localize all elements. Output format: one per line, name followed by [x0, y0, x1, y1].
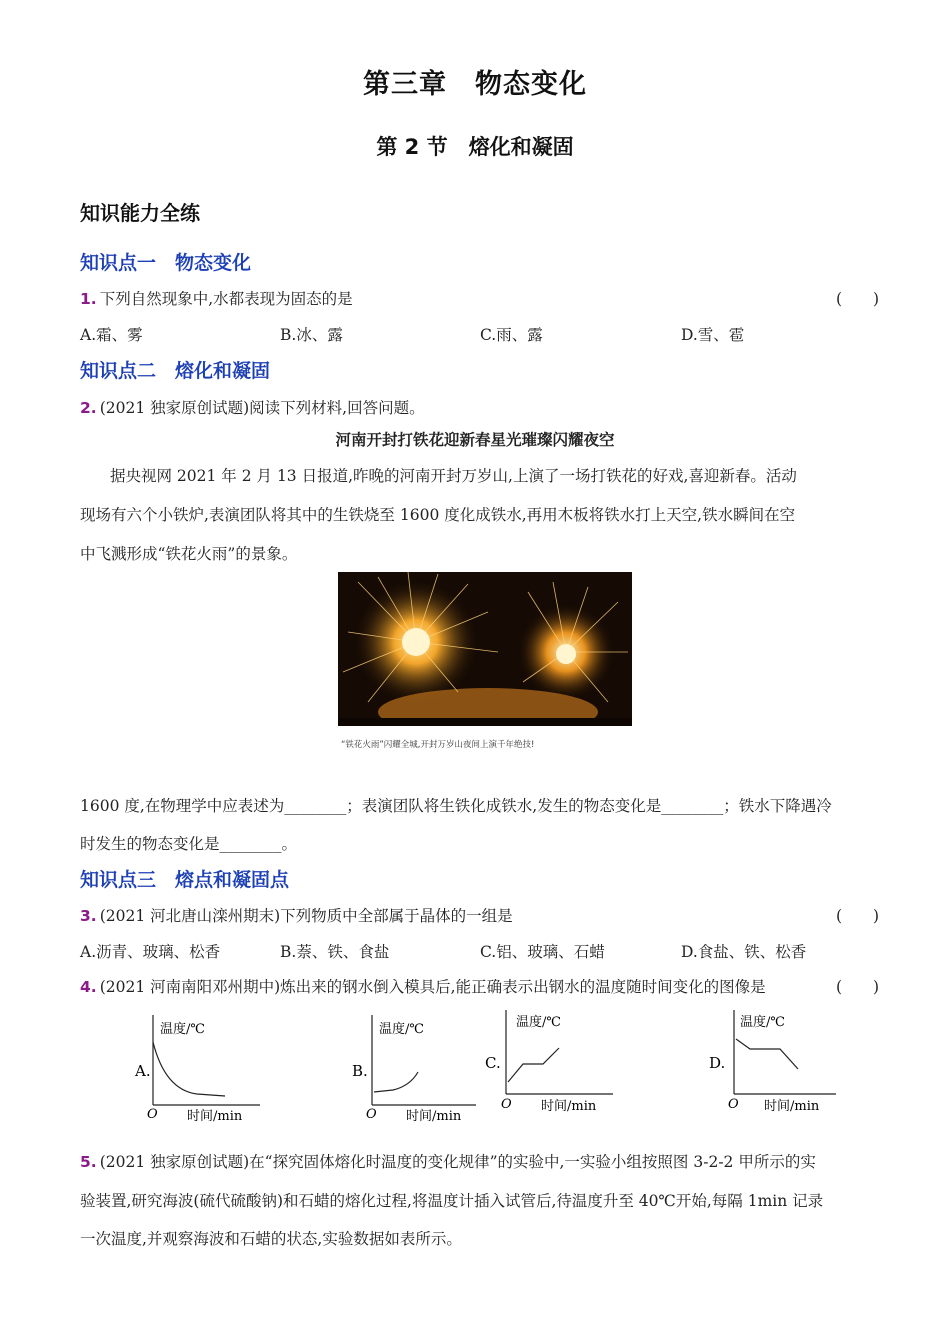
- article-line-1: 据央视网 2021 年 2 月 13 日报道,昨晚的河南开封万岁山,上演了一场打铁花的好戏,喜迎新春。活动: [110, 467, 797, 485]
- iron-flower-photo: [338, 572, 632, 726]
- section-title: 第 2 节 熔化和凝固: [376, 135, 574, 159]
- graph-curve: [736, 1039, 798, 1069]
- iron-flower-illustration: [338, 572, 632, 726]
- option-a: A.沥青、玻璃、松香: [80, 943, 221, 961]
- origin-label: O: [728, 1097, 739, 1112]
- graph-curve: [374, 1072, 418, 1092]
- option-d: D.食盐、铁、松香: [681, 943, 807, 961]
- x-axis-label: 时间/min: [764, 1099, 820, 1114]
- question-text-line-1: (2021 独家原创试题)在“探究固体熔化时温度的变化规律”的实验中,一实验小组按照图 3-2-2 甲所示的实: [99, 1153, 816, 1171]
- x-axis-label: 时间/min: [541, 1099, 597, 1114]
- option-b: B.萘、铁、食盐: [280, 943, 390, 961]
- option-d: D.雪、雹: [681, 326, 745, 344]
- origin-label: O: [366, 1107, 377, 1122]
- question-number: 4.: [80, 978, 97, 996]
- origin-label: O: [501, 1097, 512, 1112]
- knowledge-point-1: 知识点一 物态变化: [80, 252, 252, 274]
- graph-c: [483, 1004, 623, 1119]
- question-number: 3.: [80, 907, 97, 925]
- option-b: B.冰、露: [280, 326, 343, 344]
- question-text-line-3: 一次温度,并观察海波和石蜡的状态,实验数据如表所示。: [80, 1230, 462, 1248]
- fill-blank-line-2: 时发生的物态变化是________。: [80, 835, 298, 853]
- x-axis-label: 时间/min: [187, 1109, 243, 1124]
- graph-curve: [153, 1042, 225, 1096]
- question-text: (2021 河北唐山滦州期末)下列物质中全部属于晶体的一组是: [99, 907, 513, 925]
- option-a: A.霜、雾: [80, 326, 143, 344]
- question-4: [80, 975, 766, 997]
- knowledge-point-2: 知识点二 熔化和凝固: [80, 360, 271, 382]
- graph-a: [125, 1010, 265, 1125]
- practice-heading: 知识能力全练: [80, 201, 200, 225]
- question-3: [80, 904, 513, 926]
- answer-paren: ( ): [836, 907, 880, 925]
- origin-label: O: [147, 1107, 158, 1122]
- question-2: [80, 396, 425, 418]
- y-axis-label: 温度/℃: [160, 1022, 205, 1037]
- knowledge-point-3: 知识点三 熔点和凝固点: [80, 869, 290, 891]
- option-c: C.铝、玻璃、石蜡: [480, 943, 605, 961]
- chapter-title: 第三章 物态变化: [363, 69, 587, 100]
- graph-b: [348, 1010, 488, 1125]
- question-number: 1.: [80, 290, 97, 308]
- answer-paren: ( ): [836, 978, 880, 996]
- graph-label: C.: [485, 1054, 501, 1072]
- article-line-3: 中飞溅形成“铁花火雨”的景象。: [80, 545, 298, 563]
- graph-label: D.: [709, 1054, 726, 1072]
- question-number: 2.: [80, 399, 97, 417]
- question-text-line-2: 验装置,研究海波(硫代硫酸钠)和石蜡的熔化过程,将温度计插入试管后,待温度升至 40℃开始,每隔 1min 记录: [80, 1192, 824, 1210]
- graph-label: A.: [135, 1062, 151, 1080]
- answer-paren: ( ): [836, 290, 880, 308]
- fill-blank-line-1: 1600 度,在物理学中应表述为________；表演团队将生铁化成铁水,发生的物态变化是________；铁水下降遇冷: [80, 797, 832, 815]
- photo-caption: “铁花火雨”闪耀全城,开封万岁山夜间上演千年绝技!: [341, 740, 535, 750]
- question-5: [80, 1150, 816, 1172]
- question-1: [80, 287, 353, 309]
- graph-curve: [508, 1048, 559, 1082]
- y-axis-label: 温度/℃: [740, 1015, 785, 1030]
- y-axis-label: 温度/℃: [516, 1015, 561, 1030]
- x-axis-label: 时间/min: [406, 1109, 462, 1124]
- question-text: (2021 河南南阳邓州期中)炼出来的钢水倒入模具后,能正确表示出钢水的温度随时间变化的图像是: [99, 978, 766, 996]
- article-line-2: 现场有六个小铁炉,表演团队将其中的生铁烧至 1600 度化成铁水,再用木板将铁水打上天空,铁水瞬间在空: [80, 506, 796, 524]
- question-number: 5.: [80, 1153, 97, 1171]
- graph-d: [706, 1004, 846, 1119]
- article-title: 河南开封打铁花迎新春星光璀璨闪耀夜空: [335, 431, 615, 449]
- graph-label: B.: [352, 1062, 368, 1080]
- y-axis-label: 温度/℃: [379, 1022, 424, 1037]
- question-text: (2021 独家原创试题)阅读下列材料,回答问题。: [99, 399, 425, 417]
- question-text: 下列自然现象中,水都表现为固态的是: [99, 290, 353, 308]
- option-c: C.雨、露: [480, 326, 543, 344]
